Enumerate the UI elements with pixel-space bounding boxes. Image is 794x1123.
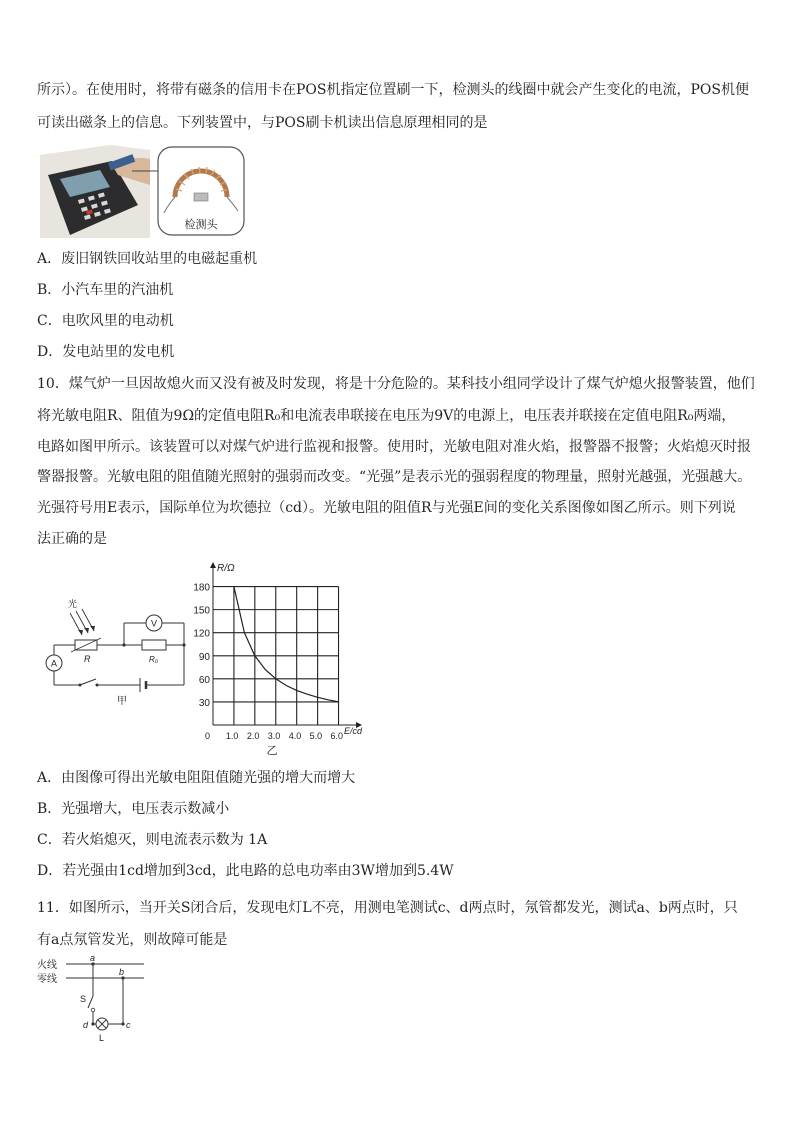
- x-tick-label: 4.0: [288, 731, 302, 741]
- graph-caption: 乙: [266, 745, 278, 757]
- q10-option-b: B．光强增大，电压表示数减小: [37, 801, 230, 817]
- point-a-label: a: [90, 953, 96, 963]
- lamp-label: L: [99, 1033, 105, 1043]
- graph-y-ticks: [193, 583, 210, 709]
- q9-option-c: C．电吹风里的电动机: [37, 313, 174, 329]
- graph-grid: [213, 587, 339, 725]
- x-tick-label: 5.0: [309, 731, 323, 741]
- y-tick-label: 120: [193, 628, 210, 640]
- q9-option-a: A．废旧钢铁回收站里的电磁起重机: [37, 251, 258, 267]
- q9-text-line-2: 可读出磁条上的信息。下列装置中，与POS刷卡机读出信息原理相同的是: [37, 115, 488, 131]
- q9-text-line-1: 所示）。在使用时，将带有磁条的信用卡在POS机指定位置刷一下，检测头的线圈中就会产生变化的电流，POS机便: [37, 82, 749, 98]
- resistance-light-graph: [190, 560, 380, 760]
- x-tick-label: 6.0: [330, 731, 344, 741]
- y-tick-label: 150: [193, 605, 210, 617]
- q10-text-line-5: 光强符号用E表示，国际单位为坎德拉（cd）。光敏电阻的阻值R与光强E间的变化关系图像如图乙所示。则下列说: [37, 500, 736, 516]
- graph-curve: [234, 587, 339, 702]
- pos-machine-figure: [40, 145, 246, 238]
- neutral-wire-label: 零线: [37, 974, 57, 985]
- circuit-caption: 甲: [117, 696, 127, 707]
- point-c-label: c: [126, 1020, 131, 1030]
- point-b-label: b: [119, 967, 125, 977]
- switch-label: S: [80, 994, 87, 1004]
- q10-text-line-2: 将光敏电阻R、阻值为9Ω的定值电阻R₀和电流表串联接在电压为9V的电源上，电压表并联接在定值电阻R₀两端，: [37, 408, 736, 424]
- y-tick-label: 60: [198, 674, 210, 686]
- graph-y-axis-label: R/Ω: [217, 563, 235, 574]
- q11-text-line-1: 11．如图所示，当开关S闭合后，发现电灯L不亮，用测电笔测试c、d两点时，氖管都发光，测试a、b两点时，只: [37, 900, 738, 916]
- q11-text-line-2: 有a点氖管发光，则故障可能是: [37, 932, 228, 948]
- y-tick-label: 180: [193, 582, 210, 594]
- graph-x-ticks: [205, 731, 343, 741]
- resistor-r0-label: R₀: [149, 655, 159, 664]
- q10-option-c: C．若火焰熄灭，则电流表示数为 1A: [37, 832, 268, 848]
- fixed-resistor-r0: [142, 640, 166, 650]
- resistor-r-label: R: [84, 654, 91, 664]
- y-axis-arrow: [210, 562, 216, 568]
- graph-x-axis-label: E/cd: [344, 726, 363, 736]
- x-tick-label: 1.0: [225, 731, 239, 741]
- q10-text-line-1: 10．煤气炉一旦因故熄火而又没有被及时发现，将是十分危险的。某科技小组同学设计了煤气炉熄火报警装置，他们: [37, 376, 755, 392]
- x-tick-label: 2.0: [246, 731, 260, 741]
- q10-option-d: D．若光强由1cd增加到3cd，此电路的总电功率由3W增加到5.4W: [37, 863, 454, 879]
- live-wire-label: 火线: [37, 960, 57, 971]
- light-label: 光: [68, 599, 78, 609]
- household-wiring-diagram: [36, 952, 146, 1044]
- q9-option-b: B．小汽车里的汽油机: [37, 282, 174, 298]
- q9-option-d: D．发电站里的发电机: [37, 344, 175, 360]
- voltmeter-label: V: [150, 618, 158, 629]
- q10-text-line-4: 警器报警。光敏电阻的阻值随光照射的强弱而改变。“光强”是表示光的强弱程度的物理量，照射光越强，光强越大。: [37, 469, 752, 485]
- q10-text-line-3: 电路如图甲所示。该装置可以对煤气炉进行监视和报警。使用时，光敏电阻对准火焰，报警器不报警；火焰熄灭时报: [37, 439, 751, 455]
- y-tick-label: 90: [198, 651, 210, 663]
- detector-head-label: 检测头: [184, 219, 218, 231]
- q10-option-a: A．由图像可得出光敏电阻阻值随光强的增大而增大: [37, 770, 356, 786]
- x-tick-label: 3.0: [267, 731, 281, 741]
- x-tick-label: 0: [205, 731, 211, 741]
- y-tick-label: 30: [198, 697, 210, 709]
- q10-text-line-6: 法正确的是: [37, 531, 107, 547]
- point-d-label: d: [83, 1020, 89, 1030]
- circuit-diagram-jia: [42, 595, 190, 710]
- ammeter-label: A: [50, 658, 58, 669]
